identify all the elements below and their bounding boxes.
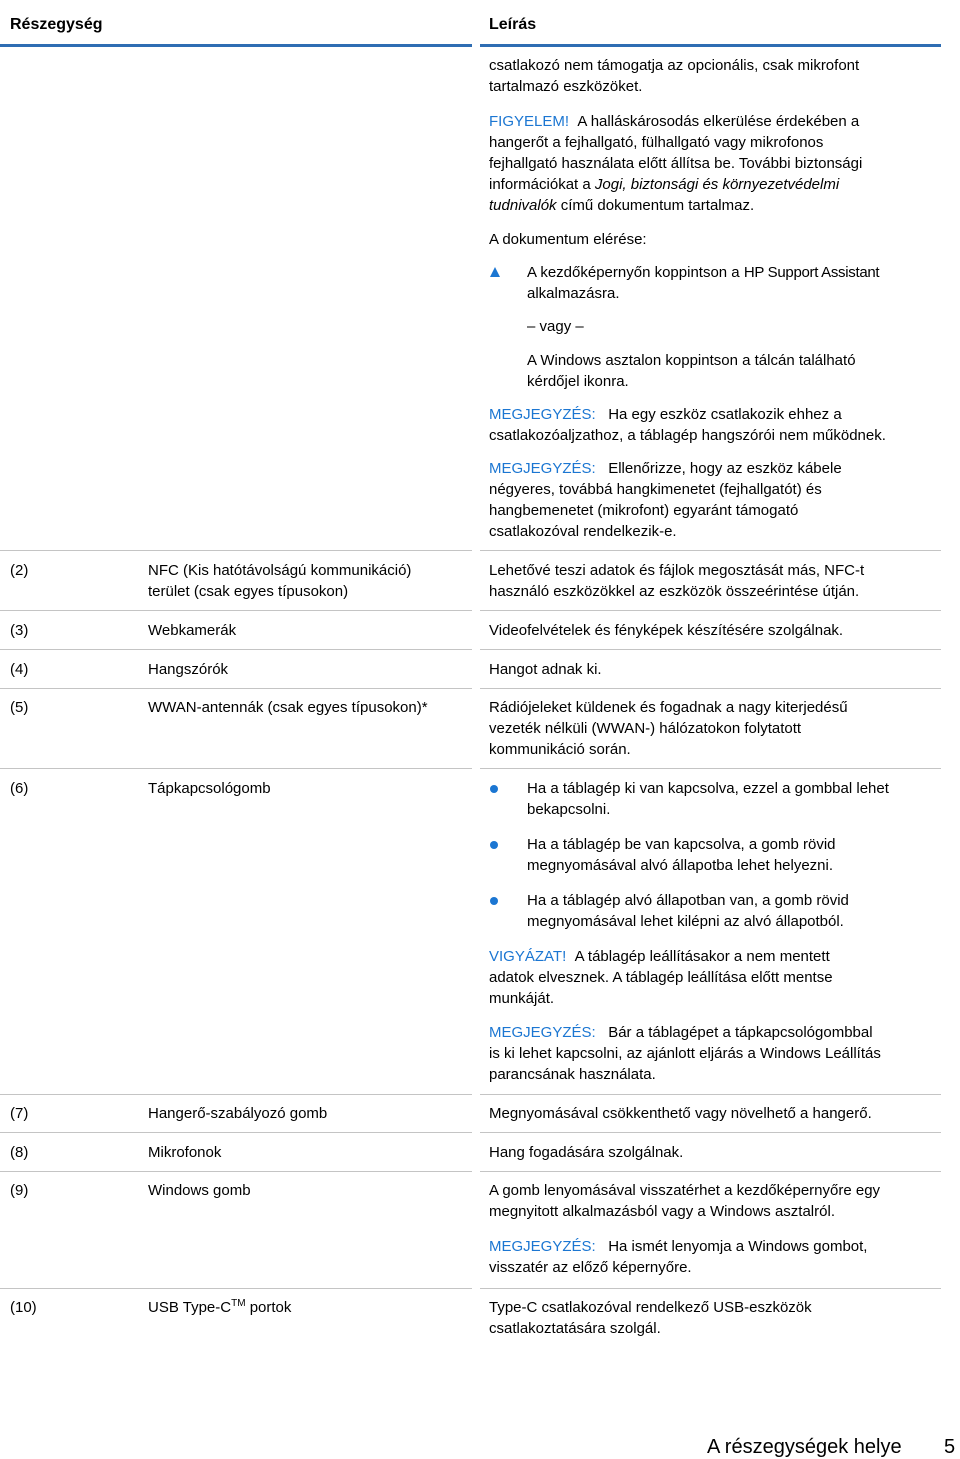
text-line: A halláskárosodás elkerülése érdekében a — [577, 113, 860, 130]
footer-section-title: A részegységek helye — [707, 1436, 902, 1458]
text-line: vezeték nélküli (WWAN-) hálózatokon folytatott — [489, 720, 802, 737]
bullet-item — [527, 890, 849, 932]
row-divider — [0, 1171, 472, 1172]
text-line: használó eszközökkel az eszközök összeérintése útján. — [489, 583, 860, 600]
text-line: is ki lehet kapcsolni, az ajánlott eljárás a Windows Leállítás — [489, 1045, 881, 1062]
note-label: MEGJEGYZÉS: — [489, 406, 596, 423]
component-name: Webkamerák — [148, 622, 237, 639]
note-block — [489, 1236, 867, 1278]
component-description: Videofelvételek és fényképek készítésére szolgálnak. — [489, 622, 844, 639]
component-description: Hangot adnak ki. — [489, 661, 602, 678]
row-divider — [0, 550, 472, 551]
row-number: (2) — [10, 562, 29, 579]
row-number: (10) — [10, 1299, 37, 1316]
text-line: A gomb lenyomásával visszatérhet a kezdőképernyőre egy — [489, 1182, 881, 1199]
text-line: megnyitott alkalmazásból vagy a Windows asztalról. — [489, 1203, 835, 1220]
component-name: WWAN-antennák (csak egyes típusokon)* — [148, 699, 428, 716]
text-line: portok — [245, 1299, 292, 1316]
text-line: munkáját. — [489, 990, 555, 1007]
row-divider — [480, 688, 941, 689]
text-line: USB Type-C — [148, 1299, 232, 1316]
note-block — [489, 1022, 881, 1085]
access-heading: A dokumentum elérése: — [489, 231, 647, 248]
note-label: MEGJEGYZÉS: — [489, 1024, 596, 1041]
text-line: hangbemenetet (mikrofont) egyaránt támogató — [489, 502, 799, 519]
text-line: parancsának használata. — [489, 1066, 656, 1083]
bullet-icon — [490, 897, 498, 905]
row-divider — [0, 1094, 472, 1095]
text-line: terület (csak egyes típusokon) — [148, 583, 349, 600]
bullet-icon — [490, 841, 498, 849]
component-name: Hangszórók — [148, 661, 229, 678]
text-line: A táblagép leállításakor a nem mentett — [574, 948, 830, 965]
or-separator: – vagy – — [527, 318, 584, 335]
row-divider — [0, 1288, 472, 1289]
text-line: visszatér az előző képernyőre. — [489, 1259, 692, 1276]
text-line: A Windows asztalon koppintson a tálcán található — [527, 352, 856, 369]
text-line: Bár a táblagépet a tápkapcsológombbal — [608, 1024, 873, 1041]
text-line: Rádiójeleket küldenek és fogadnak a nagy kiterjedésű — [489, 699, 848, 716]
component-description: Megnyomásával csökkenthető vagy növelhető a hangerő. — [489, 1105, 872, 1122]
row-divider — [480, 1094, 941, 1095]
text-line: csatlakozóaljzathoz, a táblagép hangszórói nem működnek. — [489, 427, 886, 444]
text-line: megnyomásával alvó állapotba lehet helyezni. — [527, 857, 834, 874]
row-number: (4) — [10, 661, 29, 678]
component-name: Tápkapcsológomb — [148, 780, 271, 797]
text-line: című dokumentum tartalmaz. — [556, 197, 755, 214]
document-title-italic: tudnivalók — [489, 197, 557, 214]
row-divider — [0, 1132, 472, 1133]
note-block — [489, 458, 842, 542]
note-label: MEGJEGYZÉS: — [489, 1238, 596, 1255]
component-name: Windows gomb — [148, 1182, 251, 1199]
row-number: (5) — [10, 699, 29, 716]
text-line: kommunikáció során. — [489, 741, 631, 758]
row-number: (3) — [10, 622, 29, 639]
caution-block — [489, 946, 833, 1009]
component-name — [148, 560, 411, 602]
caution-label: VIGYÁZAT! — [489, 948, 567, 965]
text-line: hangerőt a fejhallgató, fülhallgató vagy mikrofonos — [489, 134, 824, 151]
row-number: (6) — [10, 780, 29, 797]
text-line: Ha a táblagép ki van kapcsolva, ezzel a gombbal lehet — [527, 780, 889, 797]
app-name: HP Support Assistant — [743, 264, 880, 281]
row-divider — [480, 649, 941, 650]
text-line: csatlakozóval rendelkezik-e. — [489, 523, 677, 540]
trademark-mark: TM — [231, 1298, 246, 1309]
text-line: alkalmazásra. — [527, 285, 620, 302]
continued-paragraph — [489, 55, 859, 97]
bullet-item — [527, 778, 889, 820]
text-line: csatlakoztatására szolgál. — [489, 1320, 661, 1337]
text-line: bekapcsolni. — [527, 801, 611, 818]
text-line: Ellenőrizze, hogy az eszköz kábele — [608, 460, 842, 477]
header-description-label: Leírás — [489, 16, 537, 33]
text-line: Ha egy eszköz csatlakozik ehhez a — [608, 406, 842, 423]
access-alternative — [527, 350, 856, 392]
note-block — [489, 404, 886, 446]
component-description — [489, 697, 848, 760]
component-description — [489, 560, 864, 602]
component-name: Hangerő-szabályozó gomb — [148, 1105, 328, 1122]
row-divider — [480, 1132, 941, 1133]
table-header-component — [0, 0, 472, 47]
triangle-bullet-icon — [490, 267, 500, 277]
row-number: (9) — [10, 1182, 29, 1199]
table-header-description — [480, 0, 941, 47]
text-line: megnyomásával lehet kilépni az alvó állapotból. — [527, 913, 844, 930]
text-line: Type-C csatlakozóval rendelkező USB-eszközök — [489, 1299, 812, 1316]
row-divider — [0, 649, 472, 650]
component-name: Mikrofonok — [148, 1144, 222, 1161]
row-divider — [480, 1171, 941, 1172]
component-description — [489, 1180, 880, 1222]
text-line: Ha a táblagép alvó állapotban van, a gomb rövid — [527, 892, 849, 909]
warning-label: FIGYELEM! — [489, 113, 570, 130]
row-divider — [0, 768, 472, 769]
text-line: A kezdőképernyőn koppintson a — [527, 264, 744, 281]
text-line: NFC (Kis hatótávolságú kommunikáció) — [148, 562, 412, 579]
row-number: (7) — [10, 1105, 29, 1122]
note-label: MEGJEGYZÉS: — [489, 460, 596, 477]
row-divider — [480, 768, 941, 769]
row-divider — [480, 550, 941, 551]
page-number: 5 — [944, 1436, 956, 1458]
text-line: fejhallgató használata előtt állítsa be. További biztonsági — [489, 155, 863, 172]
bullet-item — [527, 834, 836, 876]
text-line: tartalmazó eszközöket. — [489, 78, 643, 95]
text-line: Ha a táblagép be van kapcsolva, a gomb rövid — [527, 836, 836, 853]
text-line: Ha ismét lenyomja a Windows gombot, — [608, 1238, 868, 1255]
component-description — [489, 1297, 812, 1339]
text-line: információkat a — [489, 176, 595, 193]
bullet-icon — [490, 785, 498, 793]
access-step — [527, 262, 879, 304]
row-divider — [480, 1288, 941, 1289]
warning-block — [489, 111, 939, 216]
row-divider — [480, 610, 941, 611]
header-component-label: Részegység — [10, 16, 103, 33]
text-line: adatok elvesznek. A táblagép leállítása előtt mentse — [489, 969, 833, 986]
row-divider — [0, 688, 472, 689]
text-line: csatlakozó nem támogatja az opcionális, csak mikrofont — [489, 57, 860, 74]
row-divider — [0, 610, 472, 611]
text-line: kérdőjel ikonra. — [527, 373, 629, 390]
row-number: (8) — [10, 1144, 29, 1161]
text-line: négyeres, továbbá hangkimenetet (fejhallgatót) és — [489, 481, 822, 498]
component-name — [148, 1297, 291, 1318]
component-description: Hang fogadására szolgálnak. — [489, 1144, 684, 1161]
text-line: Lehetővé teszi adatok és fájlok megosztását más, NFC-t — [489, 562, 865, 579]
document-title-italic: Jogi, biztonsági és környezetvédelmi — [594, 176, 840, 193]
